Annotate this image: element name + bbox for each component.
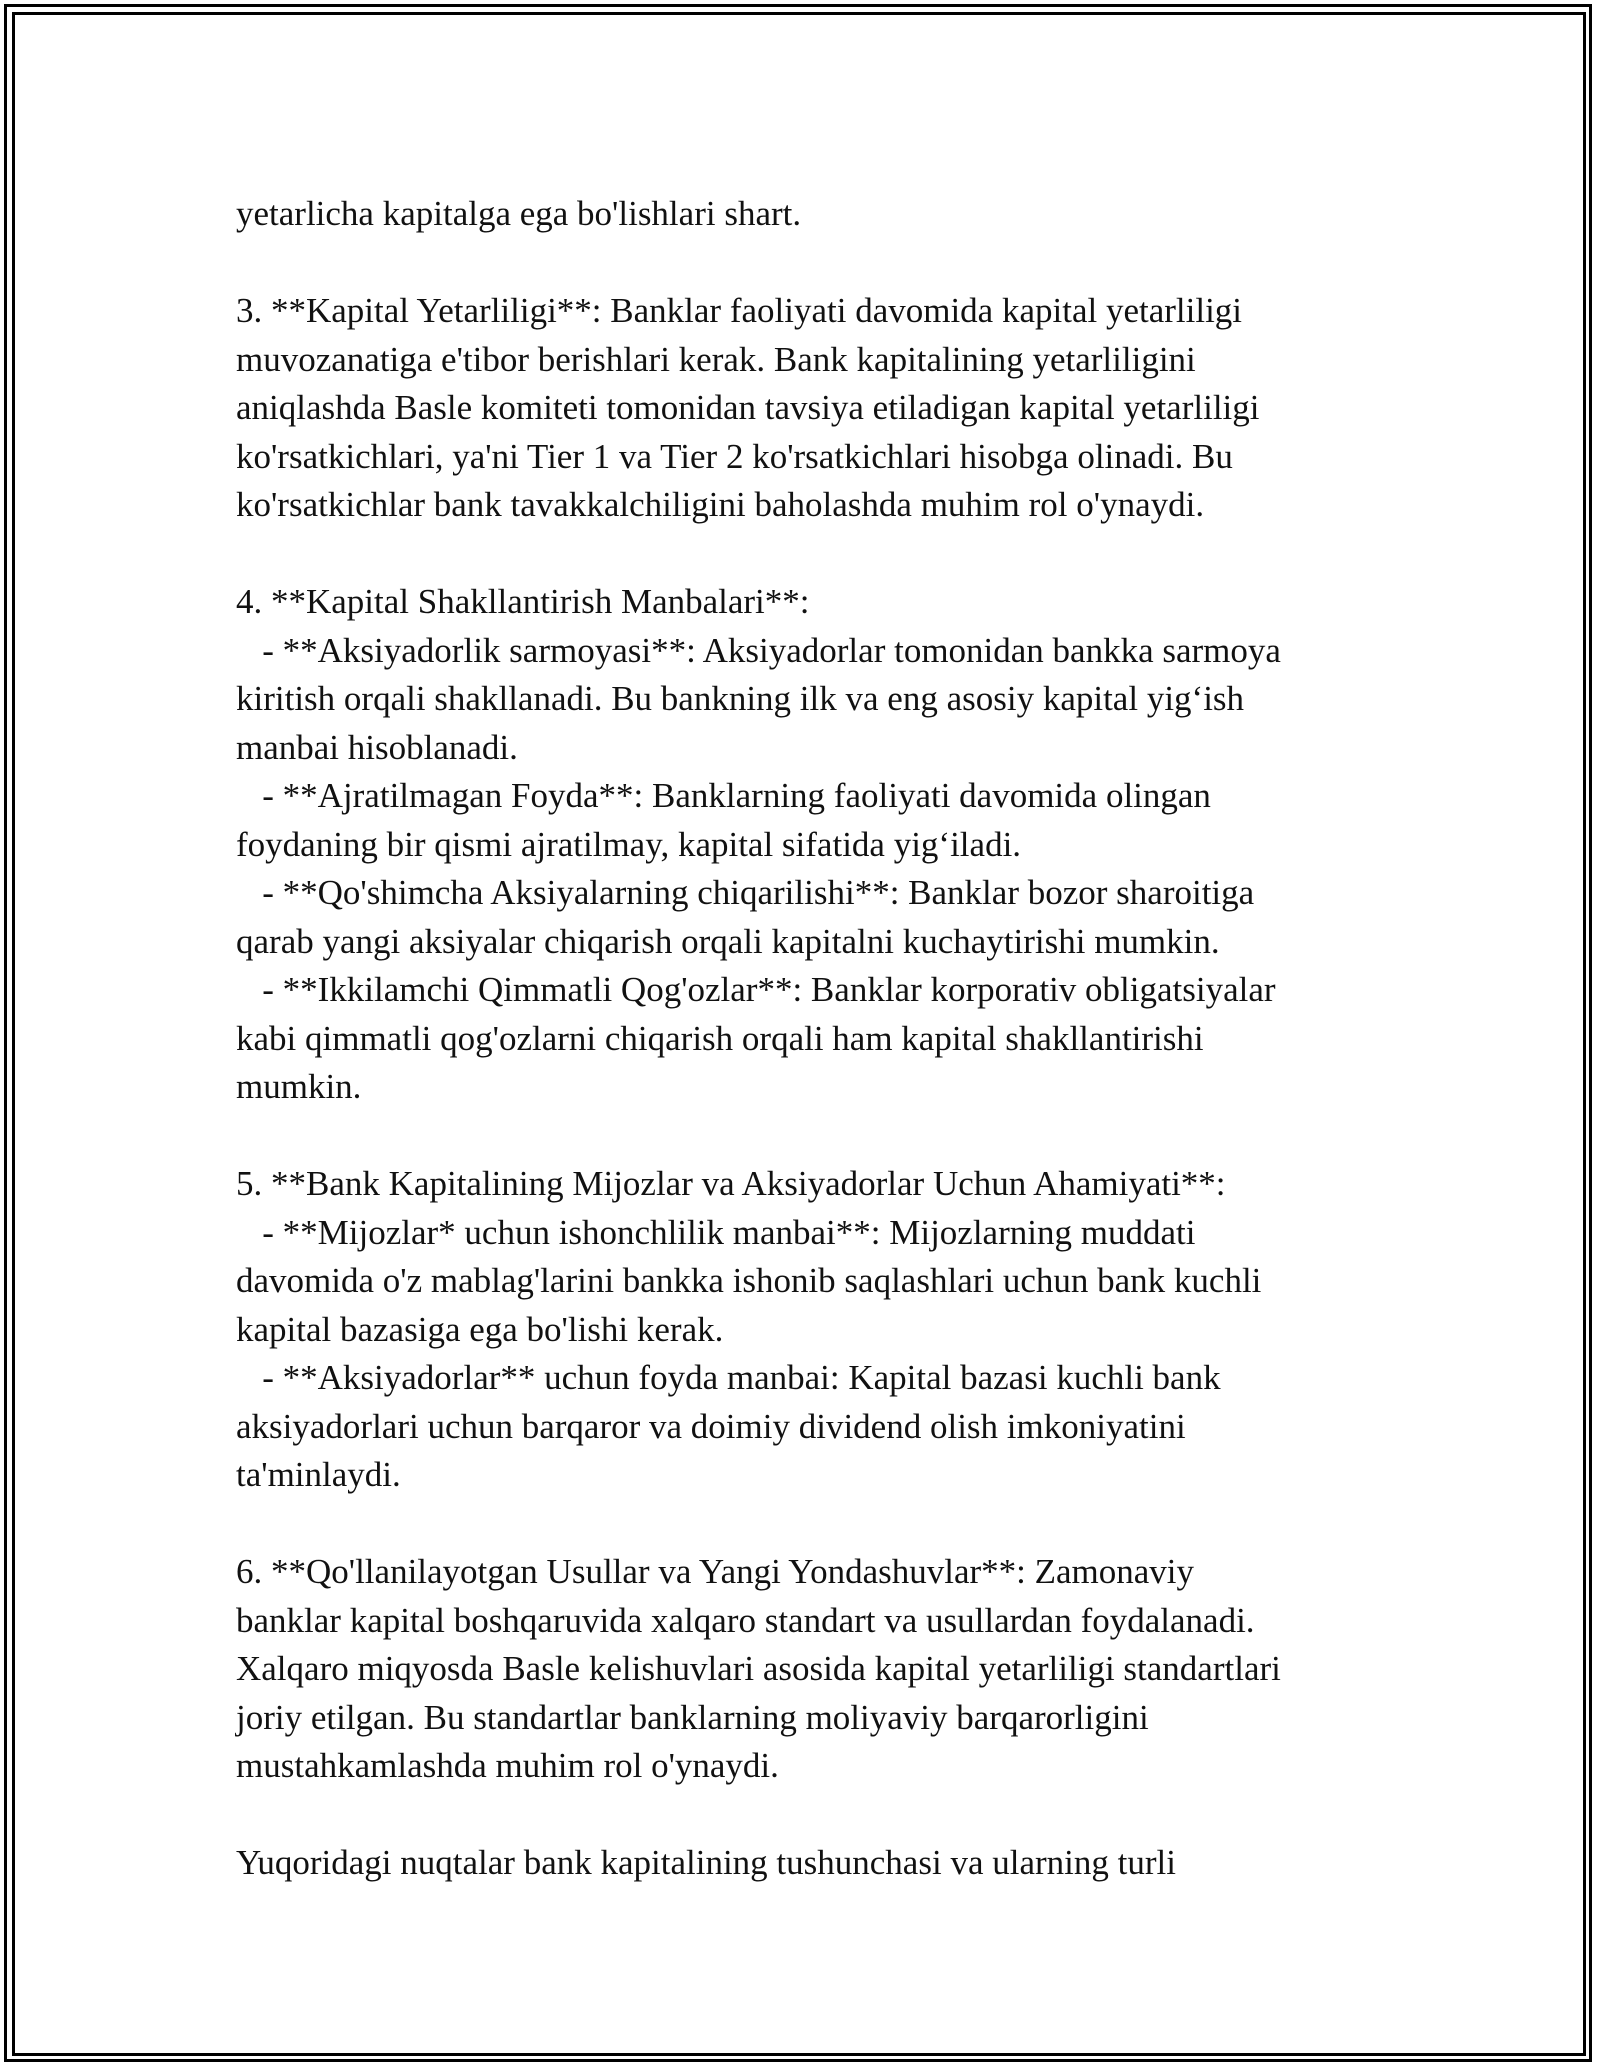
text-line: Xalqaro miqyosda Basle kelishuvlari asosida kapital yetarliligi standartlari [236,1649,1281,1688]
text-line: ko'rsatkichlar bank tavakkalchiligini baholashda muhim rol o'ynaydi. [236,485,1205,524]
text-line: mumkin. [236,1067,362,1106]
text-line: banklar kapital boshqaruvida xalqaro standart va usullardan foydalanadi. [236,1600,1255,1640]
text-line: yetarlicha kapitalga ega bo'lishlari shart. [236,194,802,233]
text-line: 3. **Kapital Yetarliligi**: Banklar faoliyati davomida kapital yetarliligi [236,291,1243,330]
text-line: - **Aksiyadorlik sarmoyasi**: Aksiyadorlar tomonidan bankka sarmoya [236,630,1281,670]
blank-line [236,1112,1366,1161]
text-line: muvozanatiga e'tibor berishlari kerak. Bank kapitalining yetarliligini [236,339,1196,379]
text-line: kapital bazasiga ega bo'lishi kerak. [236,1309,724,1349]
text-line: 6. **Qo'llanilayotgan Usullar va Yangi Yondashuvlar**: Zamonaviy [236,1552,1195,1591]
text-line: - **Ikkilamchi Qimmatli Qog'ozlar**: Banklar korporativ obligatsiyalar [236,970,1276,1009]
text-line: - **Ajratilmagan Foyda**: Banklarning faoliyati davomida olingan [236,776,1211,815]
blank-line [236,1791,1366,1840]
blank-line [236,1500,1366,1549]
text-line: Yuqoridagi nuqtalar bank kapitalining tushunchasi va ularning turli [236,1843,1176,1882]
text-line: aniqlashda Basle komiteti tomonidan tavsiya etiladigan kapital yetarliligi [236,388,1260,427]
text-line: - **Aksiyadorlar** uchun foyda manbai: Kapital bazasi kuchli bank [236,1358,1221,1397]
text-line: davomida o'z mablag'larini bankka ishonib saqlashlari uchun bank kuchli [236,1261,1262,1300]
text-line: ko'rsatkichlari, ya'ni Tier 1 va Tier 2 ko'rsatkichlari hisobga olinadi. Bu [236,436,1233,476]
text-line: 4. **Kapital Shakllantirish Manbalari**: [236,582,810,621]
blank-line [236,239,1366,288]
blank-line [236,530,1366,579]
text-line: kiritish orqali shakllanadi. Bu bankning ilk va eng asosiy kapital yig‘ish [236,679,1245,718]
text-line: foydaning bir qismi ajratilmay, kapital sifatida yig‘iladi. [236,824,1022,864]
text-line: qarab yangi aksiyalar chiqarish orqali kapitalni kuchaytirishi mumkin. [236,921,1220,961]
text-line: kabi qimmatli qog'ozlarni chiqarish orqali ham kapital shakllantirishi [236,1018,1204,1058]
text-line: ta'minlaydi. [236,1455,401,1494]
text-line: joriy etilgan. Bu standartlar banklarning moliyaviy barqarorligini [236,1697,1149,1737]
text-line: manbai hisoblanadi. [236,727,518,767]
text-line: 5. **Bank Kapitalining Mijozlar va Aksiyadorlar Uchun Ahamiyati**: [236,1164,1226,1203]
text-line: aksiyadorlari uchun barqaror va doimiy dividend olish imkoniyatini [236,1406,1186,1446]
document-body [236,190,1366,1888]
text-line: - **Mijozlar* uchun ishonchlilik manbai**: Mijozlarning muddati [236,1212,1196,1252]
text-line: - **Qo'shimcha Aksiyalarning chiqarilishi**: Banklar bozor sharoitiga [236,873,1255,912]
text-line: mustahkamlashda muhim rol o'ynaydi. [236,1746,779,1785]
